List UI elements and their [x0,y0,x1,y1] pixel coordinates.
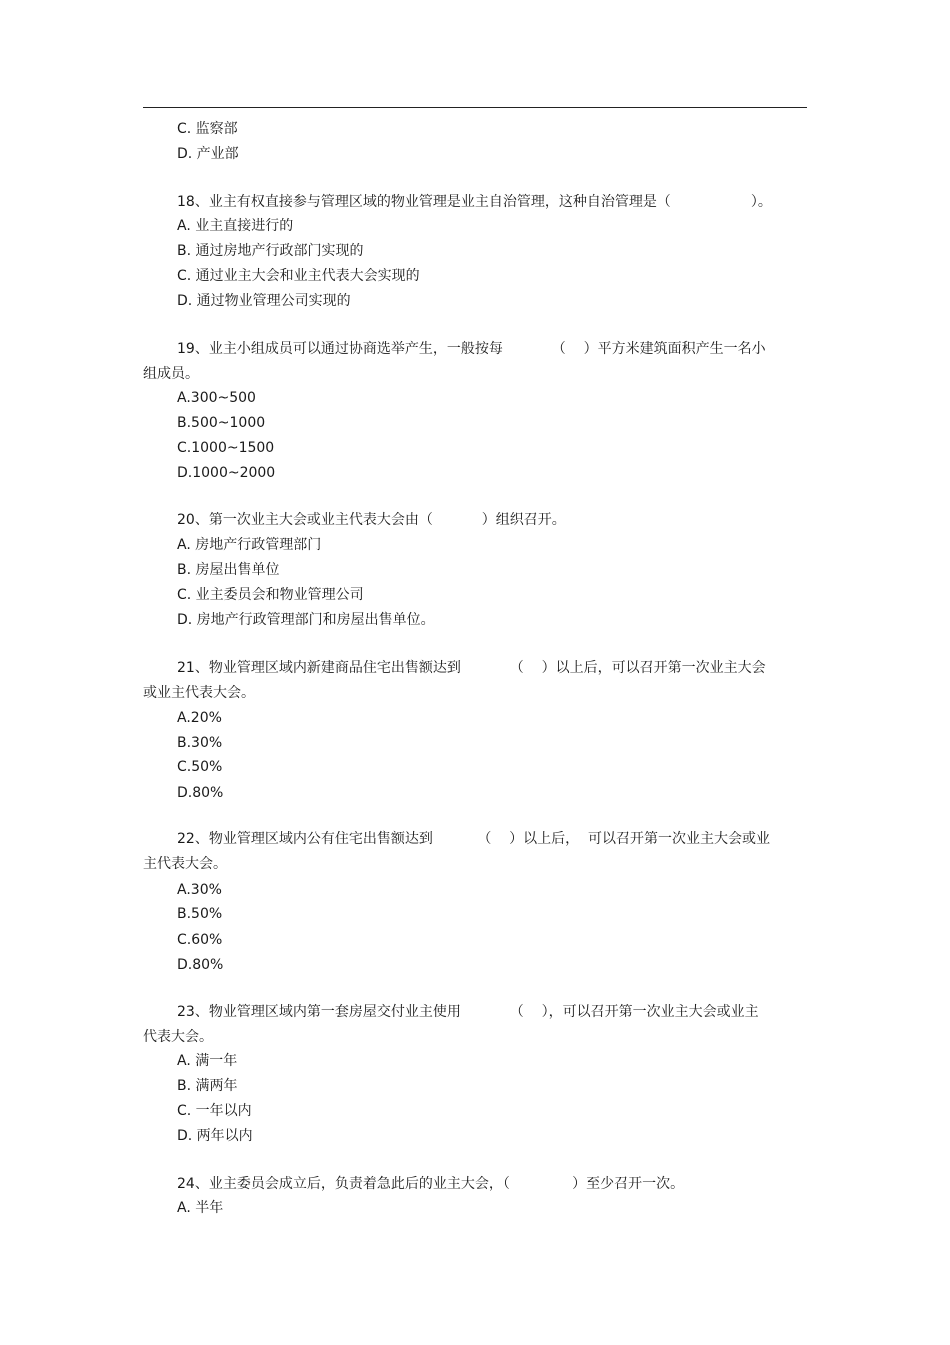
option-c-22: C.60% [177,932,223,948]
question-21: 21、物业管理区域内新建商品住宅出售额达到 （ ）以上后，可以召开第一次业主大会 [177,660,766,676]
question-18: 18、业主有权直接参与管理区域的物业管理是业主自治管理，这种自治管理是（ ）。 [177,194,772,210]
option-a-23: A. 满一年 [177,1053,238,1069]
question-24: 24、业主委员会成立后，负责着急此后的业主大会，（ ）至少召开一次。 [177,1176,685,1192]
option-c-17: C. 监察部 [177,121,238,137]
option-d-22: D.80% [177,957,224,973]
question-22: 22、物业管理区域内公有住宅出售额达到 （ ）以上后， 可以召开第一次业主大会或业 [177,831,771,847]
option-d-17: D. 产业部 [177,146,239,162]
question-20: 20、第一次业主大会或业主代表大会由（ ）组织召开。 [177,512,566,528]
option-a-21: A.20% [177,710,222,726]
option-d-23: D. 两年以内 [177,1128,253,1144]
option-b-21: B.30% [177,735,223,751]
question-23: 23、物业管理区域内第一套房屋交付业主使用 （ ），可以召开第一次业主大会或业主 [177,1004,759,1020]
option-c-20: C. 业主委员会和物业管理公司 [177,587,364,603]
option-a-18: A. 业主直接进行的 [177,218,294,234]
option-b-20: B. 房屋出售单位 [177,562,280,578]
option-a-24: A. 半年 [177,1200,224,1216]
question-22-cont: 主代表大会。 [143,856,227,872]
option-b-22: B.50% [177,906,223,922]
option-b-23: B. 满两年 [177,1078,238,1094]
question-23-cont: 代表大会。 [143,1029,213,1045]
option-b-19: B.500~1000 [177,415,266,431]
option-a-22: A.30% [177,882,222,898]
option-d-21: D.80% [177,785,224,801]
option-a-19: A.300~500 [177,390,256,406]
question-19: 19、业主小组成员可以通过协商选举产生，一般按每 （ ）平方米建筑面积产生一名小 [177,341,766,357]
option-c-21: C.50% [177,759,223,775]
question-21-cont: 或业主代表大会。 [143,685,255,701]
option-d-18: D. 通过物业管理公司实现的 [177,293,351,309]
option-a-20: A. 房地产行政管理部门 [177,537,322,553]
option-c-19: C.1000~1500 [177,440,275,456]
option-c-23: C. 一年以内 [177,1103,252,1119]
question-19-cont: 组成员。 [143,366,199,382]
option-b-18: B. 通过房地产行政部门实现的 [177,243,364,259]
option-d-20: D. 房地产行政管理部门和房屋出售单位。 [177,612,435,628]
option-d-19: D.1000~2000 [177,465,276,481]
header-rule [143,107,807,108]
option-c-18: C. 通过业主大会和业主代表大会实现的 [177,268,420,284]
